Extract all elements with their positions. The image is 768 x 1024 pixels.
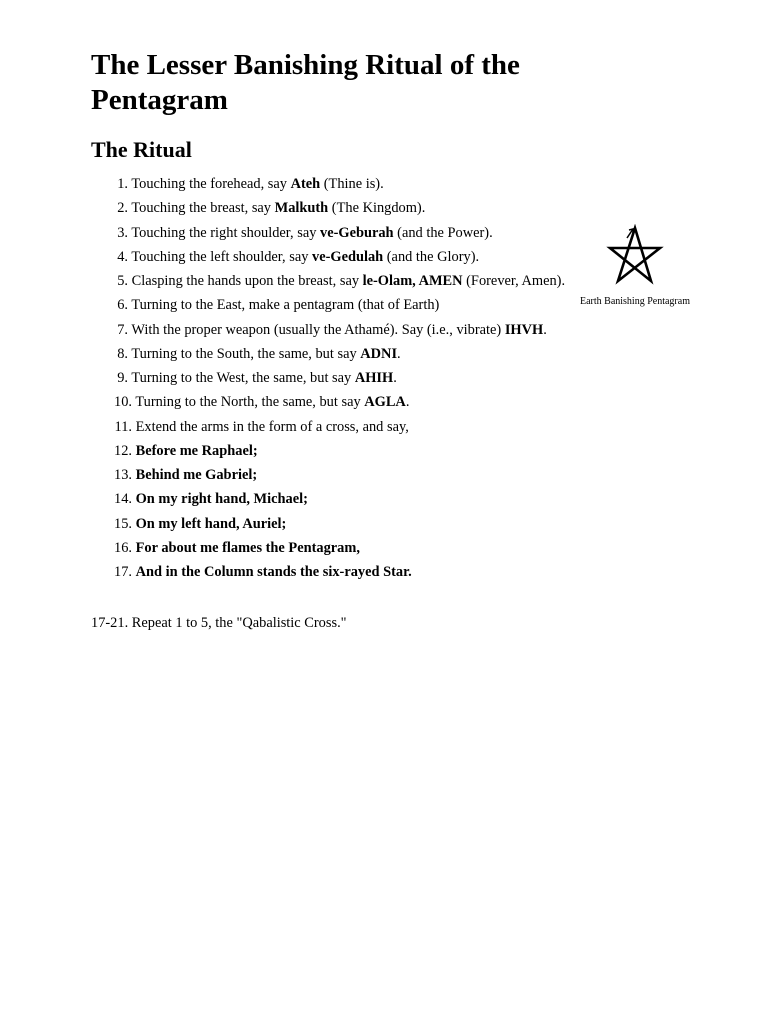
list-item xyxy=(91,415,611,439)
list-item-text: Clasping the hands upon the breast, say xyxy=(131,273,363,289)
list-item-text: With the proper weapon (usually the Athamé). Say (i.e., vibrate) xyxy=(131,321,505,338)
list-item xyxy=(91,366,611,390)
list-item xyxy=(91,512,611,536)
list-item-number: 17. xyxy=(114,564,132,580)
list-item-emphasis: AHIH xyxy=(354,370,394,386)
list-item xyxy=(91,318,611,342)
list-item-text-after: (Thine is). xyxy=(320,176,384,192)
list-item-text: Touching the forehead, say xyxy=(131,176,291,192)
list-item-text-after: (and the Glory). xyxy=(383,248,480,265)
list-item-number: 15. xyxy=(114,515,132,532)
list-item-emphasis: le-Olam, AMEN xyxy=(362,273,463,289)
figure-caption: Earth Banishing Pentagram xyxy=(580,296,690,307)
list-item xyxy=(91,269,611,293)
list-item xyxy=(91,342,611,366)
list-item-number: 6. xyxy=(117,297,128,314)
list-item-emphasis: ADNI xyxy=(360,345,398,362)
list-item-text-after: (Forever, Amen). xyxy=(462,273,566,289)
list-item-emphasis: On my right hand, Michael; xyxy=(135,491,308,508)
page-title: The Lesser Banishing Ritual of the Pentagram xyxy=(91,49,520,116)
list-item-emphasis: AGLA xyxy=(364,394,406,411)
list-item-number: 11. xyxy=(114,418,132,435)
list-item-text-after: . xyxy=(405,394,410,411)
section-heading: The Ritual xyxy=(91,137,192,162)
list-item-text-after: . xyxy=(397,345,401,362)
list-item xyxy=(91,245,611,269)
list-item xyxy=(91,221,611,245)
list-item-text-after: (and the Power). xyxy=(393,224,493,241)
list-item-emphasis: On my left hand, Auriel; xyxy=(135,515,287,532)
list-item xyxy=(91,487,611,511)
list-item-number: 4. xyxy=(117,248,128,265)
list-item-text: Touching the breast, say xyxy=(131,200,275,217)
footer-note: 17-21. Repeat 1 to 5, the "Qabalistic Cross." xyxy=(91,615,347,631)
list-item xyxy=(91,439,611,463)
ritual-steps-list xyxy=(91,172,611,584)
list-item-number: 10. xyxy=(114,394,132,411)
list-item-number: 2. xyxy=(117,200,128,217)
list-item-emphasis: For about me flames the Pentagram, xyxy=(135,539,360,556)
list-item-emphasis: Malkuth xyxy=(274,200,329,217)
list-item-emphasis: Ateh xyxy=(290,176,321,192)
list-item-text-after: (The Kingdom). xyxy=(328,200,426,217)
list-item-emphasis: Before me Raphael; xyxy=(135,442,258,459)
list-item-text: Turning to the East, make a pentagram (that of Earth) xyxy=(131,297,440,314)
list-item xyxy=(91,293,611,317)
pentagram-icon xyxy=(604,224,666,286)
list-item-number: 7. xyxy=(117,321,128,338)
list-item-text: Touching the right shoulder, say xyxy=(131,224,321,241)
list-item xyxy=(91,196,611,220)
list-item xyxy=(91,560,611,584)
list-item-text: Extend the arms in the form of a cross, and say, xyxy=(135,418,409,435)
list-item-text: Turning to the South, the same, but say xyxy=(131,345,361,362)
list-item-number: 16. xyxy=(114,539,132,556)
list-item-text-after: . xyxy=(393,370,397,386)
list-item-emphasis: IHVH xyxy=(504,321,544,338)
list-item xyxy=(91,172,611,196)
list-item xyxy=(91,536,611,560)
list-item-number: 3. xyxy=(117,224,128,241)
list-item-text: Turning to the West, the same, but say xyxy=(131,370,355,386)
list-item xyxy=(91,463,611,487)
list-item-emphasis: And in the Column stands the six-rayed Star. xyxy=(135,564,412,580)
list-item-emphasis: Behind me Gabriel; xyxy=(135,467,258,483)
list-item-number: 5. xyxy=(117,273,128,289)
pentagram-figure xyxy=(578,224,692,308)
list-item-text-after: . xyxy=(543,321,547,338)
list-item-number: 9. xyxy=(117,370,128,386)
list-item-text: Touching the left shoulder, say xyxy=(131,248,312,265)
list-item-emphasis: ve-Gedulah xyxy=(312,248,384,265)
list-item xyxy=(91,390,611,414)
list-item-number: 8. xyxy=(117,345,128,362)
list-item-number: 12. xyxy=(114,442,132,459)
list-item-emphasis: ve-Geburah xyxy=(320,224,394,241)
list-item-number: 14. xyxy=(114,491,132,508)
list-item-number: 1. xyxy=(117,176,128,192)
list-item-number: 13. xyxy=(114,467,132,483)
list-item-text: Turning to the North, the same, but say xyxy=(135,394,365,411)
